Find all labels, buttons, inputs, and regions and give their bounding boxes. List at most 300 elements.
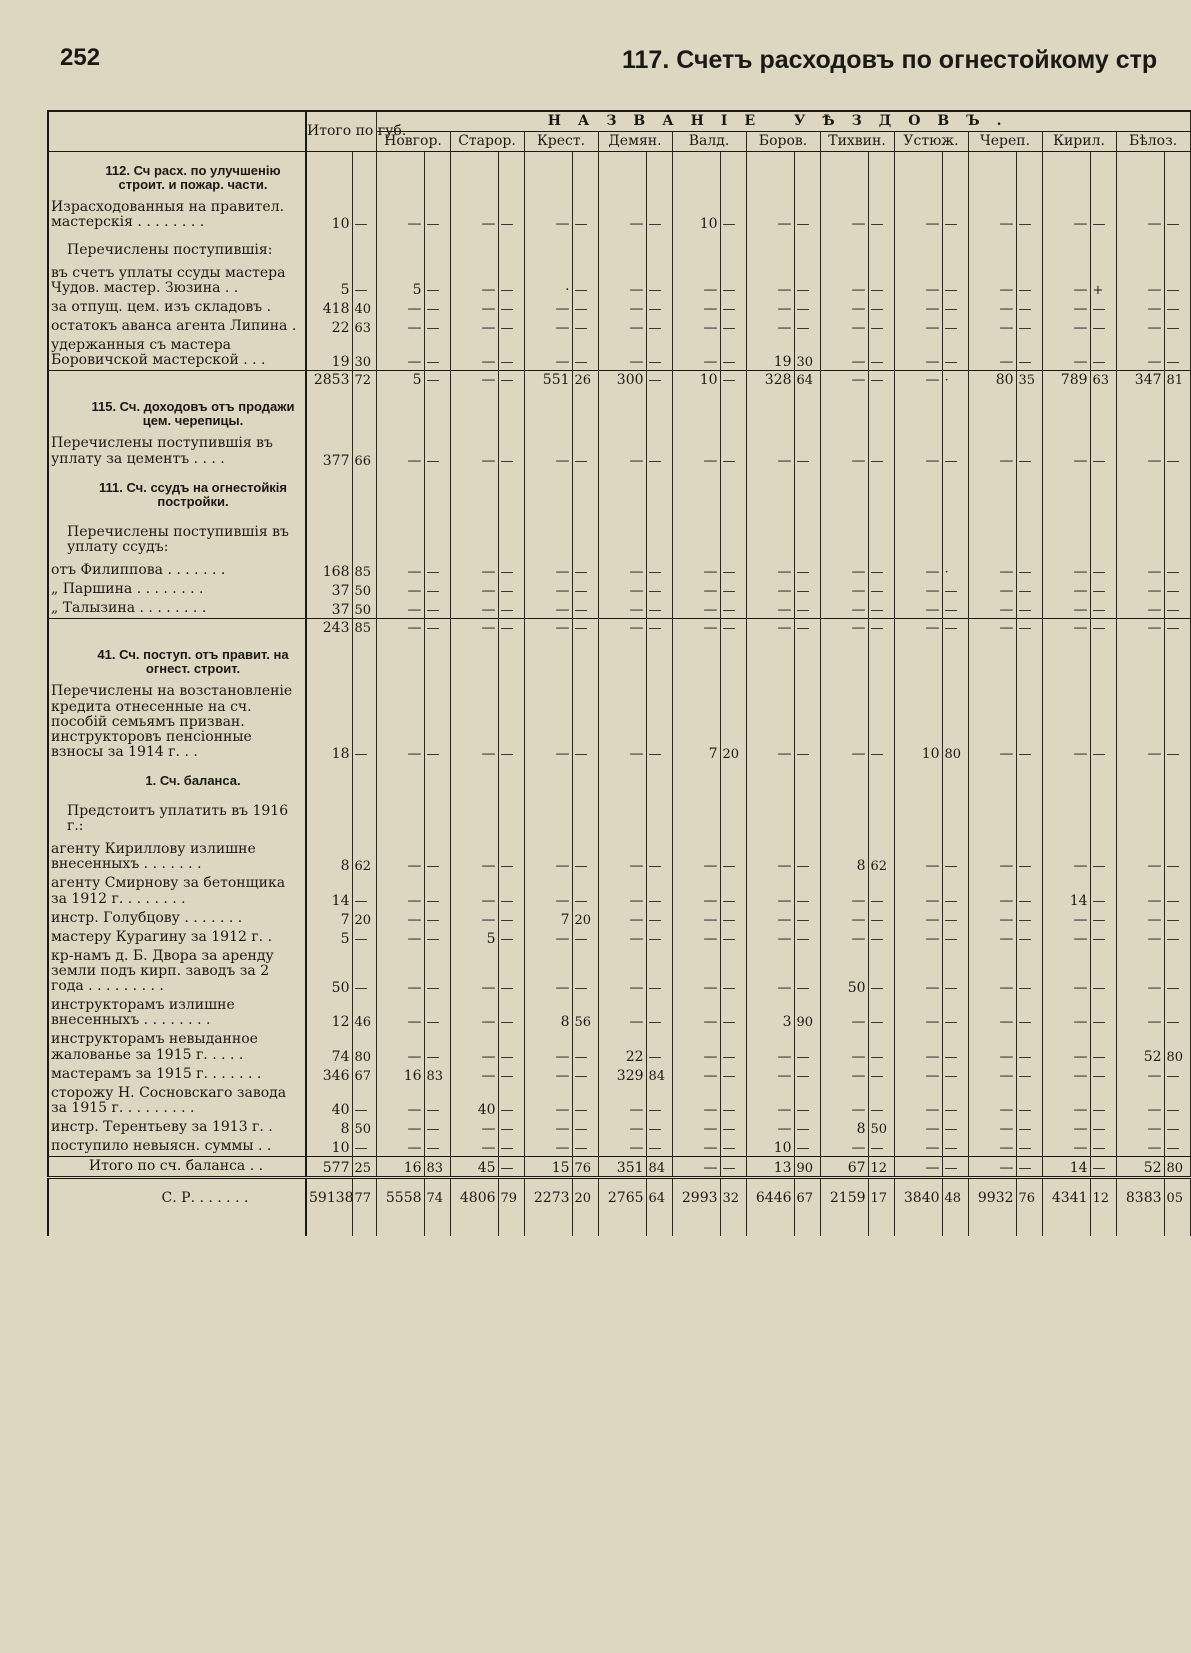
rubles-cell: —: [1116, 996, 1164, 1030]
kopecks-cell: 83: [424, 1157, 450, 1178]
kopecks-cell: ·: [942, 371, 968, 389]
kopecks-cell: —: [720, 1065, 746, 1084]
rubles-cell: [376, 469, 424, 515]
kopecks-cell: —: [794, 1084, 820, 1118]
kopecks-cell: —: [424, 264, 450, 298]
rubles-cell: —: [1042, 198, 1090, 232]
rubles-cell: —: [820, 336, 868, 371]
rubles-cell: [598, 636, 646, 682]
row-label: Израсходованныя на правител. мастерскія . . . . . . . .: [48, 198, 306, 232]
kopecks-cell: [868, 233, 894, 264]
rubles-cell: —: [598, 1118, 646, 1137]
rubles-cell: —: [1116, 874, 1164, 908]
kopecks-cell: 50: [352, 599, 376, 619]
kopecks-cell: 12: [868, 1157, 894, 1178]
rubles-cell: —: [450, 947, 498, 996]
kopecks-cell: —: [1016, 619, 1042, 637]
rubles-cell: —: [1042, 561, 1090, 580]
rubles-cell: [306, 794, 352, 840]
page-title: 117. Счетъ расходовъ по огнестойкому стр: [622, 46, 1158, 74]
kopecks-cell: —: [424, 198, 450, 232]
kopecks-cell: —: [498, 1065, 524, 1084]
rubles-cell: —: [894, 909, 942, 928]
kopecks-cell: —: [424, 947, 450, 996]
row-label: 41. Сч. поступ. отъ правит. на огнест. строит.: [48, 636, 306, 682]
kopecks-cell: [352, 636, 376, 682]
kopecks-cell: —: [868, 909, 894, 928]
kopecks-cell: 76: [1016, 1178, 1042, 1237]
kopecks-cell: [424, 515, 450, 561]
kopecks-cell: —: [1164, 1084, 1190, 1118]
kopecks-cell: —: [720, 561, 746, 580]
kopecks-cell: [572, 469, 598, 515]
kopecks-cell: 64: [794, 371, 820, 389]
rubles-cell: —: [968, 1118, 1016, 1137]
kopecks-cell: —: [1016, 336, 1042, 371]
kopecks-cell: —: [720, 874, 746, 908]
rubles-cell: —: [968, 1084, 1016, 1118]
rubles-cell: —: [1116, 1084, 1164, 1118]
rubles-cell: —: [376, 874, 424, 908]
kopecks-cell: [794, 636, 820, 682]
rubles-cell: [450, 794, 498, 840]
kopecks-cell: 48: [942, 1178, 968, 1237]
kopecks-cell: —: [868, 336, 894, 371]
rubles-cell: [894, 233, 942, 264]
table-row: [48, 909, 1190, 928]
rubles-cell: —: [894, 264, 942, 298]
table-row: [48, 1084, 1190, 1118]
rubles-cell: —: [450, 264, 498, 298]
kopecks-cell: —: [1164, 619, 1190, 637]
rubles-cell: 14: [1042, 1157, 1090, 1178]
kopecks-cell: —: [1016, 1065, 1042, 1084]
rubles-cell: [450, 762, 498, 794]
kopecks-cell: [720, 636, 746, 682]
kopecks-cell: —: [424, 682, 450, 762]
kopecks-cell: —: [868, 198, 894, 232]
rubles-cell: —: [1116, 928, 1164, 947]
rubles-cell: —: [376, 580, 424, 599]
kopecks-cell: —: [1090, 298, 1116, 317]
kopecks-cell: —: [1164, 947, 1190, 996]
rubles-cell: [968, 152, 1016, 199]
kopecks-cell: 62: [868, 840, 894, 874]
kopecks-cell: —: [646, 580, 672, 599]
kopecks-cell: 26: [572, 371, 598, 389]
rubles-cell: [524, 636, 572, 682]
rubles-cell: —: [598, 336, 646, 371]
rubles-cell: —: [820, 1137, 868, 1157]
rubles-cell: [450, 388, 498, 434]
kopecks-cell: 50: [352, 1118, 376, 1137]
district-header: Демян.: [598, 132, 672, 152]
rubles-cell: —: [820, 1030, 868, 1064]
kopecks-cell: —: [646, 599, 672, 619]
kopecks-cell: —: [1164, 599, 1190, 619]
kopecks-cell: [868, 469, 894, 515]
rubles-cell: 329: [598, 1065, 646, 1084]
kopecks-cell: [352, 762, 376, 794]
rubles-cell: —: [746, 947, 794, 996]
kopecks-cell: [1090, 762, 1116, 794]
kopecks-cell: —: [424, 619, 450, 637]
rubles-cell: —: [968, 1030, 1016, 1064]
kopecks-cell: —: [1164, 317, 1190, 336]
kopecks-cell: 20: [572, 1178, 598, 1237]
kopecks-cell: —: [1016, 996, 1042, 1030]
rubles-cell: [306, 152, 352, 199]
kopecks-cell: —: [498, 371, 524, 389]
rubles-cell: —: [1116, 599, 1164, 619]
rubles-cell: [306, 469, 352, 515]
rubles-cell: [524, 794, 572, 840]
kopecks-cell: —: [794, 317, 820, 336]
rubles-cell: —: [894, 996, 942, 1030]
kopecks-cell: [1016, 469, 1042, 515]
kopecks-cell: —: [868, 317, 894, 336]
kopecks-cell: 50: [868, 1118, 894, 1137]
rubles-cell: 8383: [1116, 1178, 1164, 1237]
kopecks-cell: —: [1164, 928, 1190, 947]
rubles-cell: —: [672, 317, 720, 336]
rubles-cell: [1116, 636, 1164, 682]
rubles-cell: —: [450, 874, 498, 908]
kopecks-cell: —: [1016, 599, 1042, 619]
rubles-cell: [598, 762, 646, 794]
kopecks-cell: —: [794, 198, 820, 232]
rubles-cell: 45: [450, 1157, 498, 1178]
row-label: остатокъ аванса агента Липина .: [48, 317, 306, 336]
kopecks-cell: [1016, 233, 1042, 264]
rubles-cell: [306, 762, 352, 794]
kopecks-cell: [424, 233, 450, 264]
kopecks-cell: 81: [1164, 371, 1190, 389]
rubles-cell: —: [1042, 336, 1090, 371]
kopecks-cell: —: [498, 840, 524, 874]
grand-total-row: [48, 1178, 1190, 1237]
kopecks-cell: —: [646, 1084, 672, 1118]
kopecks-cell: [1090, 233, 1116, 264]
kopecks-cell: 05: [1164, 1178, 1190, 1237]
rubles-cell: 351: [598, 1157, 646, 1178]
kopecks-cell: —: [572, 1118, 598, 1137]
rubles-cell: [672, 515, 720, 561]
kopecks-cell: —: [794, 1118, 820, 1137]
kopecks-cell: [646, 636, 672, 682]
kopecks-cell: —: [1164, 264, 1190, 298]
kopecks-cell: 72: [352, 371, 376, 389]
rubles-cell: [524, 233, 572, 264]
row-label: инстр. Голубцову . . . . . . .: [48, 909, 306, 928]
rubles-cell: 3840: [894, 1178, 942, 1237]
rubles-cell: 577: [306, 1157, 352, 1178]
rubles-cell: —: [894, 434, 942, 468]
kopecks-cell: [1090, 152, 1116, 199]
rubles-cell: —: [672, 1157, 720, 1178]
rubles-cell: —: [1042, 909, 1090, 928]
rubles-cell: —: [820, 580, 868, 599]
rubles-cell: [894, 762, 942, 794]
row-label: за отпущ. цем. изъ складовъ .: [48, 298, 306, 317]
kopecks-cell: —: [1016, 947, 1042, 996]
kopecks-cell: [498, 233, 524, 264]
kopecks-cell: [1016, 152, 1042, 199]
kopecks-cell: —: [352, 947, 376, 996]
kopecks-cell: [1164, 233, 1190, 264]
rubles-cell: [746, 233, 794, 264]
rubles-cell: —: [524, 599, 572, 619]
kopecks-cell: —: [1090, 947, 1116, 996]
rubles-cell: —: [894, 947, 942, 996]
kopecks-cell: —: [1016, 928, 1042, 947]
rubles-cell: —: [820, 434, 868, 468]
kopecks-cell: —: [1090, 336, 1116, 371]
kopecks-cell: [352, 233, 376, 264]
rubles-cell: —: [820, 599, 868, 619]
kopecks-cell: —: [942, 1084, 968, 1118]
kopecks-cell: —: [942, 317, 968, 336]
rubles-cell: —: [746, 1118, 794, 1137]
rubles-cell: [672, 794, 720, 840]
kopecks-cell: —: [498, 599, 524, 619]
rubles-cell: —: [672, 1065, 720, 1084]
rubles-cell: 7: [524, 909, 572, 928]
kopecks-cell: —: [572, 947, 598, 996]
rubles-cell: 22: [598, 1030, 646, 1064]
district-header: Валд.: [672, 132, 746, 152]
rubles-cell: —: [376, 1137, 424, 1157]
kopecks-cell: —: [1164, 1137, 1190, 1157]
rubles-cell: 22: [306, 317, 352, 336]
rubles-cell: —: [968, 1157, 1016, 1178]
kopecks-cell: —: [498, 1157, 524, 1178]
rubles-cell: [1042, 152, 1090, 199]
rubles-cell: [968, 469, 1016, 515]
kopecks-cell: —: [646, 336, 672, 371]
kopecks-cell: 32: [720, 1178, 746, 1237]
rubles-cell: [1116, 388, 1164, 434]
kopecks-cell: —: [1164, 580, 1190, 599]
rubles-cell: —: [672, 619, 720, 637]
rubles-cell: [306, 388, 352, 434]
kopecks-cell: [794, 515, 820, 561]
rubles-cell: —: [968, 1137, 1016, 1157]
rubles-cell: —: [1116, 434, 1164, 468]
rubles-cell: [450, 233, 498, 264]
rubles-cell: [820, 152, 868, 199]
rubles-cell: —: [894, 317, 942, 336]
subtotal-row: [48, 1157, 1190, 1178]
rubles-cell: [450, 469, 498, 515]
kopecks-cell: [720, 152, 746, 199]
table-row: [48, 599, 1190, 619]
kopecks-cell: [1016, 762, 1042, 794]
kopecks-cell: [424, 794, 450, 840]
table-row: [48, 947, 1190, 996]
rubles-cell: —: [376, 561, 424, 580]
kopecks-cell: —: [646, 561, 672, 580]
kopecks-cell: —: [794, 434, 820, 468]
rubles-cell: 243: [306, 619, 352, 637]
kopecks-cell: 90: [794, 1157, 820, 1178]
kopecks-cell: —: [646, 682, 672, 762]
kopecks-cell: [424, 152, 450, 199]
rubles-cell: —: [894, 298, 942, 317]
kopecks-cell: —: [720, 371, 746, 389]
rubles-cell: —: [968, 198, 1016, 232]
rubles-cell: 10: [672, 198, 720, 232]
rubles-cell: [746, 388, 794, 434]
total-column-header: Итого по губ.: [306, 111, 376, 152]
row-label: агенту Кириллову излишне внесенныхъ . . . . . . .: [48, 840, 306, 874]
kopecks-cell: [942, 233, 968, 264]
rubles-cell: 6446: [746, 1178, 794, 1237]
kopecks-cell: —: [1016, 874, 1042, 908]
kopecks-cell: —: [868, 264, 894, 298]
rubles-cell: [672, 388, 720, 434]
kopecks-cell: —: [794, 909, 820, 928]
kopecks-cell: —: [424, 1084, 450, 1118]
rubles-cell: —: [746, 1065, 794, 1084]
rubles-cell: —: [598, 264, 646, 298]
kopecks-cell: —: [942, 619, 968, 637]
rubles-cell: [820, 762, 868, 794]
kopecks-cell: —: [794, 580, 820, 599]
kopecks-cell: —: [794, 1065, 820, 1084]
kopecks-cell: —: [942, 580, 968, 599]
rubles-cell: 18: [306, 682, 352, 762]
rubles-cell: [1042, 794, 1090, 840]
row-label: агенту Смирнову за бетонщика за 1912 г. . . . . . . .: [48, 874, 306, 908]
row-label: инстр. Терентьеву за 1913 г. .: [48, 1118, 306, 1137]
rubles-cell: 67: [820, 1157, 868, 1178]
kopecks-cell: 80: [352, 1030, 376, 1064]
rubles-cell: [894, 515, 942, 561]
rubles-cell: —: [598, 996, 646, 1030]
kopecks-cell: 80: [1164, 1030, 1190, 1064]
rubles-cell: [820, 233, 868, 264]
kopecks-cell: —: [1090, 1118, 1116, 1137]
rubles-cell: [746, 515, 794, 561]
rubles-cell: 10: [746, 1137, 794, 1157]
kopecks-cell: —: [572, 336, 598, 371]
rubles-cell: —: [376, 928, 424, 947]
table-row: [48, 1065, 1190, 1084]
kopecks-cell: [942, 469, 968, 515]
kopecks-cell: —: [572, 317, 598, 336]
kopecks-cell: —: [1016, 264, 1042, 298]
rubles-cell: —: [524, 947, 572, 996]
kopecks-cell: —: [498, 619, 524, 637]
row-label: 115. Сч. доходовъ отъ продажи цем. черепицы.: [48, 388, 306, 434]
kopecks-cell: —: [498, 682, 524, 762]
kopecks-cell: —: [498, 947, 524, 996]
kopecks-cell: —: [942, 840, 968, 874]
kopecks-cell: —: [794, 599, 820, 619]
rubles-cell: —: [746, 298, 794, 317]
subtotal-row: [48, 619, 1190, 637]
rubles-cell: —: [524, 874, 572, 908]
kopecks-cell: —: [1016, 1084, 1042, 1118]
rubles-cell: —: [1042, 599, 1090, 619]
row-label: въ счетъ уплаты ссуды мастера Чудов. мастер. Зюзина . .: [48, 264, 306, 298]
kopecks-cell: —: [868, 1084, 894, 1118]
rubles-cell: —: [820, 198, 868, 232]
rubles-cell: [1116, 762, 1164, 794]
rubles-cell: —: [598, 874, 646, 908]
kopecks-cell: —: [498, 909, 524, 928]
kopecks-cell: —: [498, 298, 524, 317]
kopecks-cell: —: [868, 874, 894, 908]
rubles-cell: [968, 762, 1016, 794]
row-label: мастеру Курагину за 1912 г. .: [48, 928, 306, 947]
rubles-cell: —: [524, 434, 572, 468]
kopecks-cell: —: [868, 1137, 894, 1157]
rubles-cell: [1116, 469, 1164, 515]
kopecks-cell: —: [424, 874, 450, 908]
kopecks-cell: —: [794, 874, 820, 908]
row-label: Перечислены поступившія въ уплату ссудъ:: [48, 515, 306, 561]
rubles-cell: [598, 233, 646, 264]
rubles-cell: —: [450, 1030, 498, 1064]
rubles-cell: —: [894, 599, 942, 619]
kopecks-cell: —: [498, 198, 524, 232]
kopecks-cell: —: [720, 317, 746, 336]
rubles-cell: —: [376, 909, 424, 928]
kopecks-cell: [942, 152, 968, 199]
kopecks-cell: —: [646, 909, 672, 928]
section-header-row: [48, 469, 1190, 515]
rubles-cell: 19: [746, 336, 794, 371]
kopecks-cell: —: [572, 599, 598, 619]
rubles-cell: —: [894, 1157, 942, 1178]
kopecks-cell: [424, 762, 450, 794]
rubles-cell: —: [524, 1065, 572, 1084]
rubles-cell: —: [672, 434, 720, 468]
district-header: Череп.: [968, 132, 1042, 152]
kopecks-cell: —: [868, 298, 894, 317]
table-row: [48, 1118, 1190, 1137]
kopecks-cell: [1090, 388, 1116, 434]
kopecks-cell: 76: [572, 1157, 598, 1178]
rubles-cell: [894, 152, 942, 199]
rubles-cell: —: [820, 298, 868, 317]
kopecks-cell: —: [1090, 1157, 1116, 1178]
rubles-cell: —: [524, 928, 572, 947]
rubles-cell: —: [894, 928, 942, 947]
kopecks-cell: [720, 515, 746, 561]
kopecks-cell: [794, 762, 820, 794]
rubles-cell: 4341: [1042, 1178, 1090, 1237]
rubles-cell: [746, 152, 794, 199]
kopecks-cell: [868, 636, 894, 682]
rubles-cell: [672, 636, 720, 682]
rubles-cell: —: [672, 298, 720, 317]
kopecks-cell: 46: [352, 996, 376, 1030]
rubles-cell: —: [1042, 1030, 1090, 1064]
rubles-cell: —: [820, 1084, 868, 1118]
kopecks-cell: —: [1016, 580, 1042, 599]
kopecks-cell: —: [646, 1137, 672, 1157]
section-header-row: [48, 152, 1190, 199]
kopecks-cell: ·: [942, 561, 968, 580]
kopecks-cell: —: [498, 874, 524, 908]
district-header: Боров.: [746, 132, 820, 152]
subtotal-row: [48, 371, 1190, 389]
kopecks-cell: [498, 794, 524, 840]
kopecks-cell: —: [424, 928, 450, 947]
